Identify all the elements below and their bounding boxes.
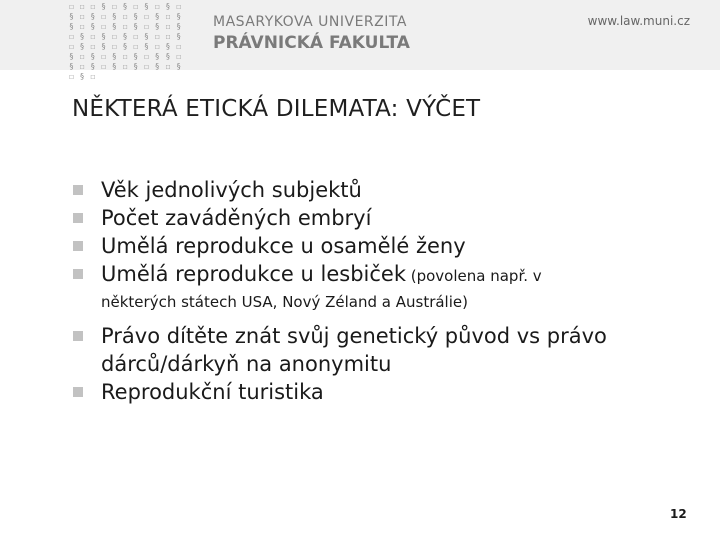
list-item [73, 322, 703, 378]
logo-glyph: § [165, 42, 171, 51]
list-item-note: (povolena např. v [405, 267, 542, 285]
logo-glyph: ☐ [90, 72, 96, 81]
logo-glyph: § [165, 2, 171, 11]
logo-glyph: § [122, 42, 128, 51]
page-number: 12 [670, 507, 687, 521]
logo-glyph: § [133, 12, 139, 21]
slide-header [0, 0, 720, 81]
logo-glyph: ☐ [79, 52, 85, 61]
list-item [73, 176, 703, 204]
logo-glyph: § [176, 32, 182, 41]
logo-glyph: ☐ [122, 52, 128, 61]
list-item-text: Umělá reprodukce u lesbiček [101, 262, 406, 286]
logo-glyph: ☐ [111, 2, 117, 11]
logo-glyph: ☐ [79, 62, 85, 71]
list-item-text: Právo dítěte znát svůj genetický původ vs právo dárců/dárkyň na anonymitu [101, 324, 607, 376]
logo-glyph: ☐ [154, 32, 160, 41]
logo-glyph: § [101, 2, 106, 11]
logo-glyph: § [111, 12, 117, 21]
logo-glyph: § [111, 22, 117, 31]
bullet-icon [73, 213, 83, 223]
website-url[interactable]: www.law.muni.cz [587, 14, 690, 28]
logo-glyph: ☐ [165, 22, 171, 31]
logo-glyph: ☐ [90, 32, 96, 41]
logo-glyph: ☐ [176, 52, 182, 61]
logo-glyph: § [68, 62, 74, 71]
list-item [73, 232, 703, 260]
logo-glyph: ☐ [111, 42, 117, 51]
logo-glyph: ☐ [144, 22, 149, 31]
logo-glyph: § [101, 32, 106, 41]
logo-glyph: § [111, 62, 117, 71]
list-item [73, 260, 703, 290]
logo-glyph: § [101, 42, 106, 51]
logo-glyph: ☐ [122, 62, 128, 71]
logo-glyph: § [79, 42, 85, 51]
logo-glyph: § [79, 72, 85, 81]
logo-glyph: ☐ [133, 32, 139, 41]
logo-glyph: § [144, 2, 149, 11]
logo-glyph: ☐ [176, 42, 182, 51]
list-item-continuation: některých státech USA, Nový Zéland a Austrálie) [101, 293, 468, 311]
logo-glyph: ☐ [68, 2, 74, 11]
logo-glyph: § [133, 22, 139, 31]
logo-glyph: ☐ [122, 12, 128, 21]
logo-glyph: ☐ [111, 32, 117, 41]
logo-glyph: ☐ [133, 42, 139, 51]
logo-glyph: ☐ [133, 2, 139, 11]
logo-glyph: ☐ [144, 52, 149, 61]
logo-glyph: § [176, 22, 182, 31]
logo-glyph: § [111, 52, 117, 61]
logo-glyph: § [90, 12, 96, 21]
logo-glyph: § [154, 62, 160, 71]
list-item-text: Počet zaváděných embryí [101, 206, 372, 230]
logo-glyph: § [176, 12, 182, 21]
logo-glyph: ☐ [79, 12, 85, 21]
logo-glyph: § [154, 52, 160, 61]
logo-glyph: § [68, 22, 74, 31]
bullet-icon [73, 241, 83, 251]
logo-glyph: ☐ [79, 22, 85, 31]
logo-glyph: ☐ [165, 62, 171, 71]
logo-glyph: ☐ [122, 22, 128, 31]
logo-glyph: § [144, 32, 149, 41]
logo-glyph: ☐ [165, 12, 171, 21]
logo-glyph: ☐ [90, 42, 96, 51]
logo-glyph: § [90, 22, 96, 31]
logo-glyph: ☐ [144, 62, 149, 71]
logo-glyph: § [133, 62, 139, 71]
slide-title: NĚKTERÁ ETICKÁ DILEMATA: VÝČET [72, 96, 481, 122]
logo-glyph: ☐ [144, 12, 149, 21]
logo-glyph: ☐ [68, 32, 74, 41]
bullet-icon [73, 387, 83, 397]
logo-glyph: ☐ [101, 62, 106, 71]
university-name: MASARYKOVA UNIVERZITA [213, 14, 407, 30]
logo-glyph: ☐ [90, 2, 96, 11]
bullet-icon [73, 269, 83, 279]
logo-glyph: ☐ [79, 2, 85, 11]
bullet-icon [73, 185, 83, 195]
list-item-text: Reprodukční turistika [101, 380, 324, 404]
logo-glyph: § [79, 32, 85, 41]
logo-glyph: ☐ [68, 42, 74, 51]
university-logo-pattern [66, 2, 184, 81]
logo-glyph: ☐ [176, 2, 182, 11]
list-item [73, 378, 703, 406]
bullet-icon [73, 331, 83, 341]
logo-glyph: ☐ [101, 12, 106, 21]
logo-glyph: ☐ [154, 42, 160, 51]
list-item-text: Umělá reprodukce u osamělé ženy [101, 234, 466, 258]
logo-glyph: § [68, 12, 74, 21]
logo-glyph: § [176, 62, 182, 71]
logo-glyph: § [165, 52, 171, 61]
bullet-list [73, 176, 703, 406]
faculty-name: PRÁVNICKÁ FAKULTA [213, 33, 410, 53]
logo-glyph: ☐ [68, 72, 74, 81]
logo-glyph: § [90, 52, 96, 61]
logo-glyph: § [68, 52, 74, 61]
logo-glyph: ☐ [101, 52, 106, 61]
logo-glyph: § [144, 42, 149, 51]
list-item-text: Věk jednolivých subjektů [101, 178, 362, 202]
logo-glyph: ☐ [154, 2, 160, 11]
logo-glyph: § [90, 62, 96, 71]
logo-glyph: § [154, 22, 160, 31]
logo-glyph: ☐ [101, 22, 106, 31]
logo-glyph: § [122, 2, 128, 11]
list-item [73, 204, 703, 232]
logo-glyph: ☐ [165, 32, 171, 41]
logo-glyph: § [133, 52, 139, 61]
logo-glyph: § [122, 32, 128, 41]
logo-glyph: § [154, 12, 160, 21]
